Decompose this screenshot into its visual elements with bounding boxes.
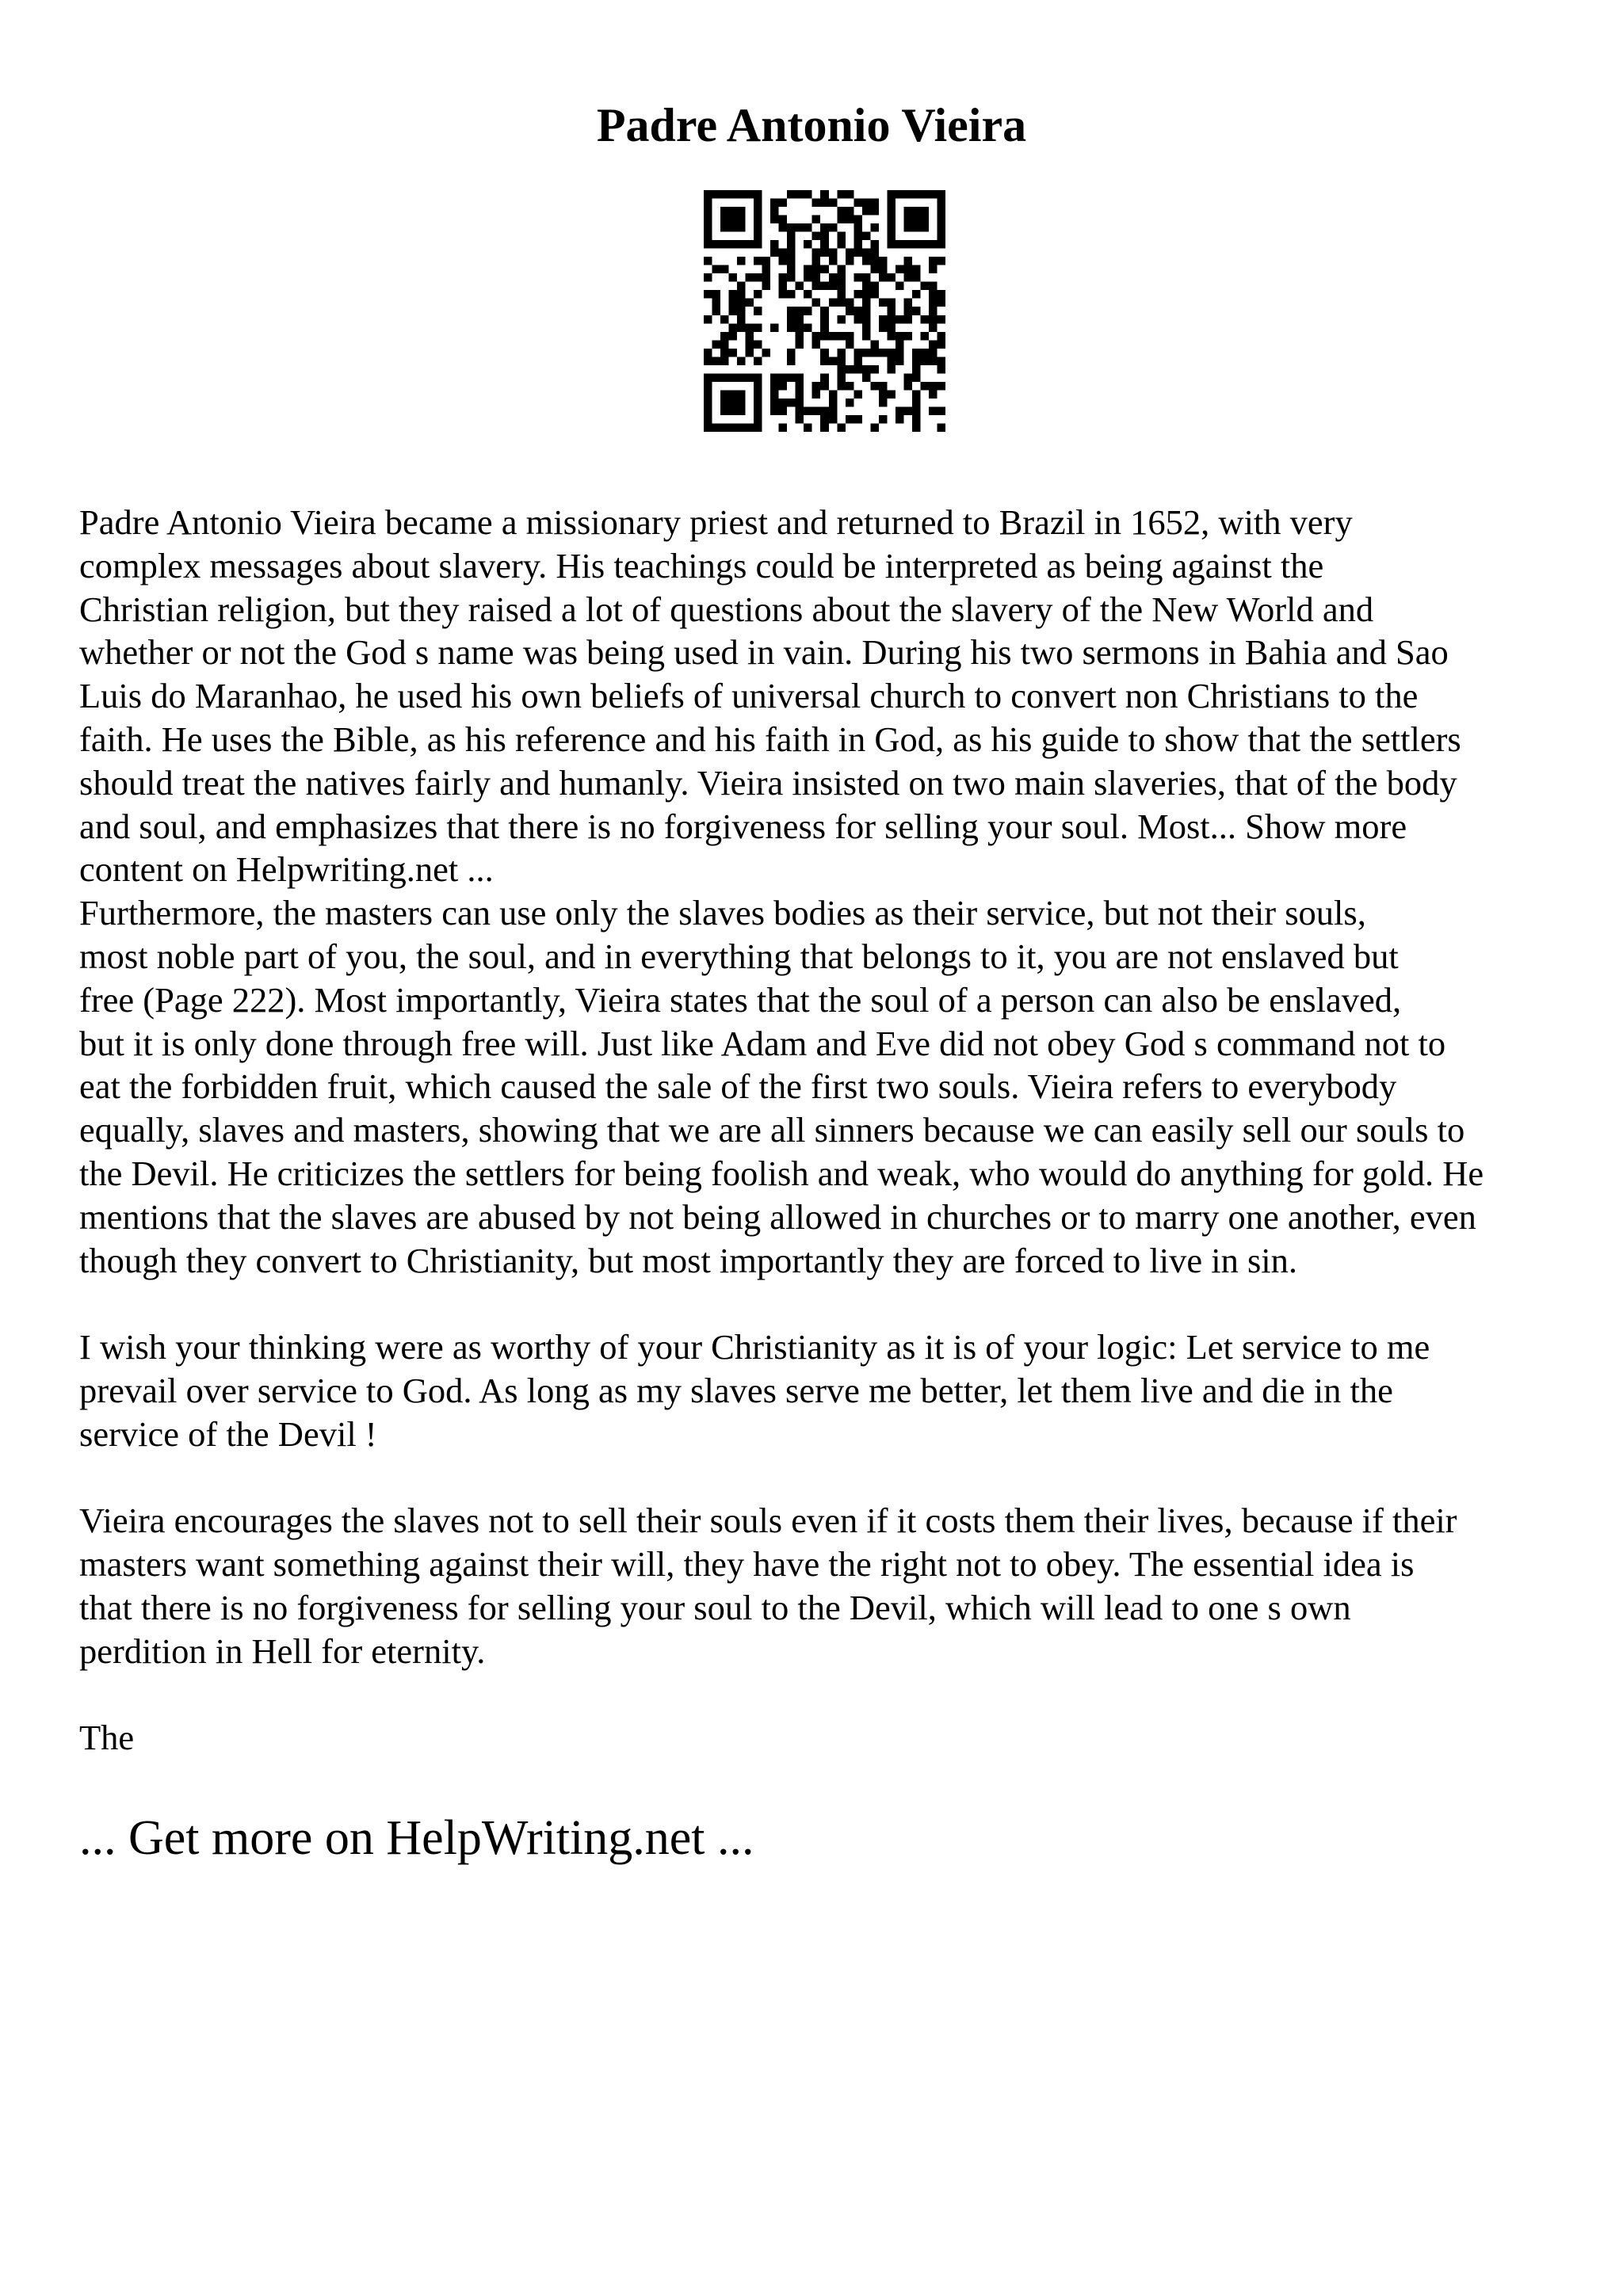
text-line: masters want something against their will, they have the right not to obey. The essential idea is: [79, 1544, 1415, 1585]
text-line: service of the Devil !: [79, 1413, 377, 1454]
text-line: The: [79, 1718, 135, 1758]
text-line: Luis do Maranhao, he used his own beliefs of universal church to convert non Christians to the: [79, 676, 1419, 716]
paragraph-gap: [79, 1456, 1569, 1500]
paragraph-gap: [79, 1673, 1569, 1717]
text-line: but it is only done through free will. Just like Adam and Eve did not obey God s command not to: [79, 1023, 1446, 1063]
text-line: the Devil. He criticizes the settlers for being foolish and weak, who would do anything for gold. He: [79, 1153, 1484, 1193]
text-line: eat the forbidden fruit, which caused the sale of the first two souls. Vieira refers to everybody: [79, 1066, 1397, 1107]
text-line: I wish your thinking were as worthy of your Christianity as it is of your logic: Let service to me: [79, 1327, 1430, 1367]
text-line: faith. He uses the Bible, as his reference and his faith in God, as his guide to show that the settlers: [79, 719, 1461, 759]
text-line: Christian religion, but they raised a lot of questions about the slavery of the New World and: [79, 589, 1374, 629]
text-line: whether or not the God s name was being used in vain. During his two sermons in Bahia and Sao: [79, 632, 1449, 673]
show-more-link[interactable]: content on Helpwriting.net ...: [79, 849, 494, 890]
text-line: though they convert to Christianity, but most importantly they are forced to live in sin.: [79, 1240, 1298, 1280]
document-body: [79, 501, 1569, 1760]
text-line: free (Page 222). Most importantly, Vieira states that the soul of a person can also be enslaved,: [79, 979, 1402, 1020]
text-line: perdition in Hell for eternity.: [79, 1630, 486, 1671]
text-line: and soul, and emphasizes that there is no forgiveness for selling your soul. Most... Show more: [79, 806, 1407, 846]
qr-code-graphic: [704, 190, 945, 432]
text-line: Vieira encourages the slaves not to sell their souls even if it costs them their lives, because if their: [79, 1501, 1457, 1541]
text-line: mentions that the slaves are abused by not being allowed in churches or to marry one another, even: [79, 1196, 1476, 1237]
text-line: equally, slaves and masters, showing that we are all sinners because we can easily sell our souls to: [79, 1110, 1465, 1150]
paragraph-3-quote: [79, 1325, 1569, 1455]
text-line: Furthermore, the masters can use only the slaves bodies as their service, but not their souls,: [79, 893, 1366, 933]
text-line: Padre Antonio Vieira became a missionary priest and returned to Brazil in 1652, with very: [79, 502, 1353, 542]
paragraph-4: [79, 1499, 1569, 1672]
get-more-link[interactable]: ... Get more on HelpWriting.net ...: [79, 1811, 754, 1865]
text-line: complex messages about slavery. His teachings could be interpreted as being against the: [79, 545, 1324, 585]
text-line: most noble part of you, the soul, and in everything that belongs to it, you are not enslaved but: [79, 936, 1399, 976]
paragraph-5: [79, 1716, 1569, 1760]
text-line: should treat the natives fairly and humanly. Vieira insisted on two main slaveries, that of the body: [79, 762, 1457, 803]
paragraph-gap: [79, 1282, 1569, 1325]
text-line: prevail over service to God. As long as my slaves serve me better, let them live and die in the: [79, 1370, 1393, 1410]
page-title: Padre Antonio Vieira: [596, 99, 1027, 151]
paragraph-2: [79, 891, 1569, 1282]
qr-code-icon[interactable]: [704, 190, 945, 432]
paragraph-1: [79, 501, 1569, 891]
text-line: that there is no forgiveness for selling your soul to the Devil, which will lead to one s own: [79, 1587, 1351, 1627]
